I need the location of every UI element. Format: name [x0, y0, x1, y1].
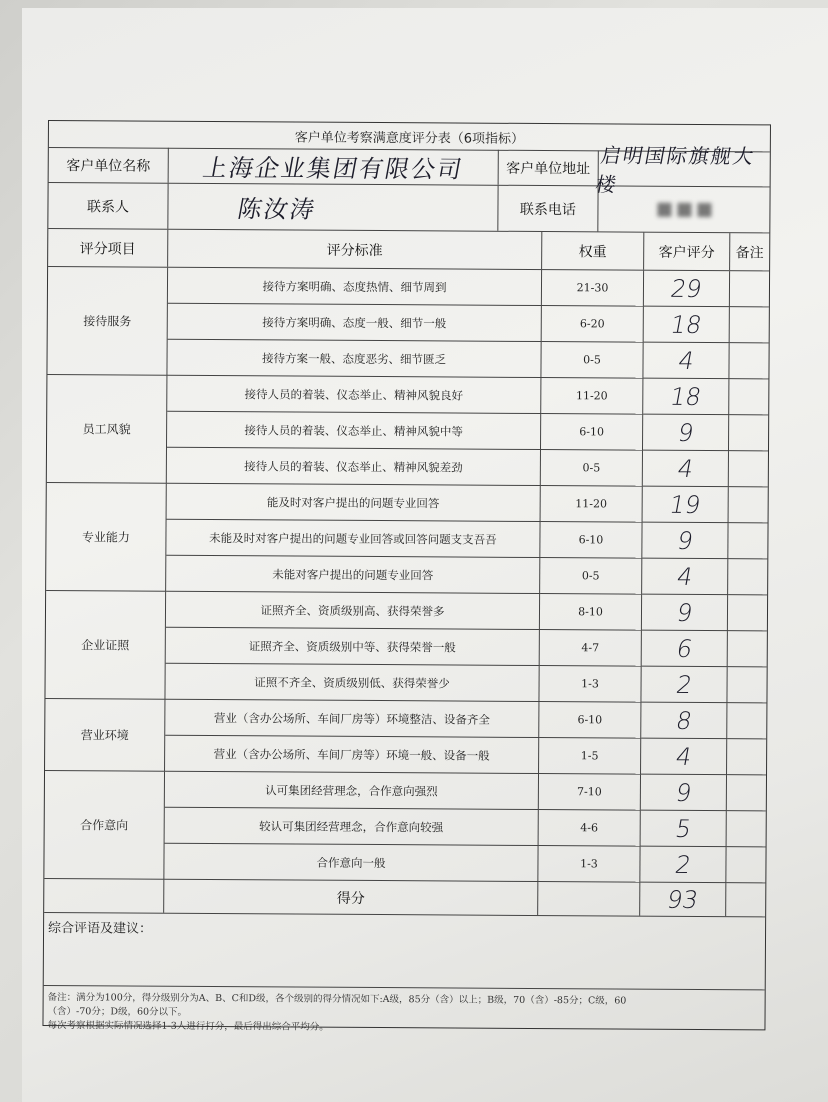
handwritten-score: 9	[673, 778, 694, 807]
remark-text	[47, 991, 760, 1037]
score-cell	[644, 271, 730, 308]
handwritten-score: 4	[674, 562, 695, 591]
category-cell: 专业能力	[46, 483, 167, 592]
score-cell	[641, 703, 727, 740]
col-weight: 权重	[542, 232, 644, 270]
total-score-cell	[640, 883, 726, 917]
note-cell	[727, 667, 766, 703]
score-cell	[640, 847, 726, 884]
criterion-text: 未能对客户提出的问题专业回答	[166, 556, 540, 594]
total-spacer	[44, 879, 164, 913]
col-note: 备注	[735, 244, 764, 261]
score-cell	[643, 379, 729, 416]
redaction-mark	[697, 202, 711, 216]
score-cell	[642, 631, 728, 668]
score-cell	[641, 811, 727, 848]
note-cell	[727, 739, 766, 775]
criterion-text: 接待人员的着装、仪态举止、精神风貌中等	[167, 412, 541, 450]
unit-name-row	[49, 142, 770, 196]
comment-section	[44, 911, 765, 990]
weight-range: 6-10	[541, 414, 643, 451]
weight-range: 4-7	[540, 630, 642, 667]
handwritten-score: 4	[675, 346, 697, 375]
handwritten-score: 4	[673, 742, 694, 771]
score-cell	[641, 739, 727, 776]
weight-range: 7-10	[539, 774, 641, 811]
handwritten-score: 8	[673, 706, 695, 735]
total-label: 得分	[164, 880, 538, 915]
score-cell	[642, 559, 728, 596]
score-cell	[642, 523, 728, 560]
criterion-text: 营业（含办公场所、车间厂房等）环境整洁、设备齐全	[165, 700, 539, 738]
unit-name-value: 上海企业集团有限公司	[200, 153, 466, 184]
category-cell: 员工风貌	[47, 375, 168, 484]
handwritten-score: 18	[667, 382, 704, 411]
criterion-text: 营业（含办公场所、车间厂房等）环境一般、设备一般	[165, 736, 539, 774]
total-score-value: 93	[664, 885, 701, 914]
total-note-blank	[726, 883, 765, 916]
category-cell: 合作意向	[44, 771, 165, 880]
weight-range: 6-10	[540, 522, 642, 559]
weight-range: 11-20	[541, 486, 643, 523]
criterion-text: 接待人员的着装、仪态举止、精神风貌差劲	[167, 448, 541, 486]
category-cell: 企业证照	[45, 591, 166, 700]
address-value: 启明国际旗舰大楼	[593, 142, 758, 196]
handwritten-score: 5	[672, 814, 694, 843]
redaction-mark	[657, 202, 671, 216]
form-title: 客户单位考察满意度评分表（6项指标）	[49, 121, 770, 152]
handwritten-score: 9	[674, 526, 696, 555]
criterion-text: 接待方案一般、态度恶劣、细节匮乏	[167, 340, 541, 378]
note-cell	[726, 847, 765, 883]
score-cell	[641, 667, 727, 704]
phone-label: 联系电话	[498, 186, 598, 232]
score-cell	[644, 307, 730, 344]
weight-range: 21-30	[542, 270, 644, 307]
weight-range: 1-5	[539, 738, 641, 775]
col-score: 客户评分	[644, 233, 730, 271]
col-item: 评分项目	[48, 229, 168, 267]
col-standard: 评分标准	[168, 230, 542, 269]
weight-range: 6-20	[542, 306, 644, 343]
handwritten-score: 9	[675, 418, 696, 447]
note-cell	[728, 631, 767, 667]
note-cell	[729, 451, 768, 487]
column-header-row	[48, 229, 769, 271]
criterion-text: 合作意向一般	[164, 844, 538, 882]
score-cell	[643, 343, 729, 380]
category-cell: 接待服务	[47, 267, 168, 376]
score-cell	[642, 595, 728, 632]
note-cell	[730, 271, 769, 307]
unit-name-label: 客户单位名称	[49, 147, 169, 183]
criterion-text: 证照不齐全、资质级别低、获得荣誉少	[165, 664, 539, 702]
criterion-text: 较认可集团经营理念，合作意向较强	[165, 808, 539, 846]
criterion-text: 证照齐全、资质级别中等、获得荣誉一般	[166, 628, 540, 666]
weight-range: 4-6	[539, 810, 641, 847]
category-cell: 营业环境	[45, 699, 165, 772]
criterion-text: 接待方案明确、态度热情、细节周到	[168, 268, 542, 306]
note-cell	[727, 811, 766, 847]
criterion-text: 未能及时对客户提出的问题专业回答或回答问题支支吾吾	[166, 520, 540, 558]
note-cell	[729, 379, 768, 415]
contact-cell	[168, 184, 498, 231]
weight-range: 1-3	[538, 846, 640, 883]
note-cell	[728, 595, 767, 631]
unit-name-cell	[169, 148, 499, 185]
contact-value: 陈汝涛	[235, 195, 319, 224]
weight-range: 0-5	[540, 558, 642, 595]
comment-label: 综合评语及建议：	[48, 921, 153, 937]
weight-range: 1-3	[539, 666, 641, 703]
note-cell	[729, 343, 768, 379]
address-label: 客户单位地址	[499, 150, 599, 186]
score-cell	[641, 775, 727, 812]
weight-range: 6-10	[539, 702, 641, 739]
weight-range: 8-10	[540, 594, 642, 631]
note-cell	[730, 307, 769, 343]
handwritten-score: 6	[674, 634, 695, 663]
note-cell	[729, 415, 768, 451]
score-cell	[643, 487, 729, 524]
handwritten-score: 18	[668, 310, 705, 339]
score-cell	[643, 415, 729, 452]
criterion-text: 证照齐全、资质级别高、获得荣誉多	[166, 592, 540, 630]
phone-cell	[598, 186, 769, 232]
contact-label: 联系人	[48, 183, 168, 229]
contact-row	[48, 183, 769, 233]
weight-range: 0-5	[541, 450, 643, 487]
remark-line: 每次考察根据实际情况选择1-3人进行打分，最后得出综合平均分。	[47, 1020, 329, 1033]
total-weight-blank	[538, 882, 640, 916]
weight-range: 11-20	[541, 378, 643, 415]
handwritten-score: 2	[672, 850, 694, 879]
score-cell	[643, 451, 729, 488]
remark-line: （含）-70分；D级，60分以下。	[47, 1006, 188, 1018]
note-cell	[728, 523, 767, 559]
criterion-text: 接待人员的着装、仪态举止、精神风貌良好	[167, 376, 541, 414]
evaluation-form	[42, 120, 771, 1033]
note-cell	[728, 559, 767, 595]
criterion-text: 认可集团经营理念，合作意向强烈	[165, 772, 539, 810]
note-cell	[729, 487, 768, 523]
handwritten-score: 4	[675, 454, 696, 483]
criterion-text: 接待方案明确、态度一般、细节一般	[168, 304, 542, 342]
handwritten-score: 19	[667, 490, 703, 519]
note-cell	[727, 775, 766, 811]
note-cell	[727, 703, 766, 739]
handwritten-score: 9	[674, 598, 695, 627]
address-cell	[593, 142, 770, 196]
handwritten-score: 29	[668, 274, 705, 303]
remark-line: 备注：满分为100分，得分级别分为A、B、C和D级，各个级别的得分情况如下:A级，85分（含）以上；B级，70（含）-85分；C级，60	[47, 992, 627, 1007]
redaction-mark	[677, 202, 691, 216]
criterion-text: 能及时对客户提出的问题专业回答	[167, 484, 541, 522]
weight-range: 0-5	[541, 342, 643, 379]
handwritten-score: 2	[673, 670, 695, 699]
